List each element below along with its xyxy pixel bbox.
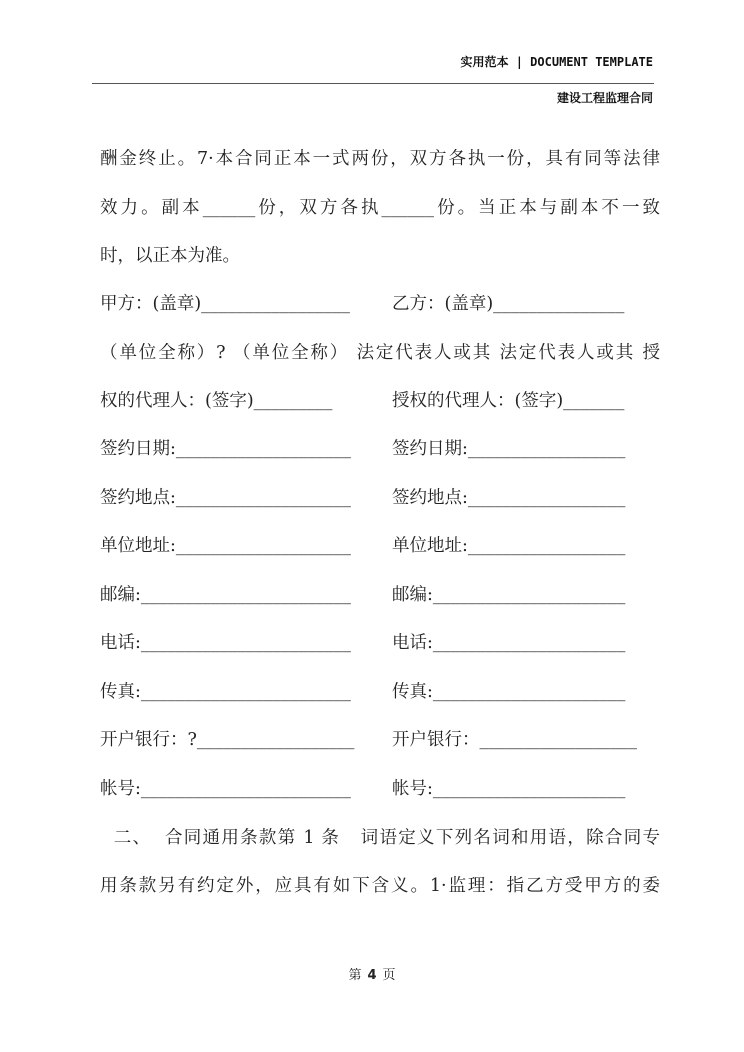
party-b-postcode-field: 邮编:______________________ (392, 585, 626, 605)
paragraph-line: 酬金终止。7·本合同正本一式两份，双方各执一份，具有同等法律 (100, 149, 660, 169)
party-a-address-field: 单位地址:____________________ (100, 536, 351, 556)
party-a-phone-field: 电话:________________________ (100, 633, 351, 653)
page-number: 4 (367, 968, 377, 983)
signature-row-place (100, 486, 660, 510)
party-a-fax-field: 传真:________________________ (100, 682, 351, 702)
party-a-representative-field: 权的代理人：(签字)_________ (100, 391, 333, 411)
section-heading-line: 二、 合同通用条款第 1 条 词语定义下列名词和用语，除合同专 (100, 828, 660, 848)
party-b-place-field: 签约地点:__________________ (392, 488, 626, 508)
party-b-phone-field: 电话:______________________ (392, 633, 626, 653)
header-title: 实用范本 | DOCUMENT TEMPLATE (460, 55, 653, 69)
party-b-seal-field: 乙方：(盖章)_______________ (392, 294, 625, 314)
party-b-fax-field: 传真:______________________ (392, 682, 626, 702)
signature-row-account (100, 777, 660, 801)
signature-row-date (100, 437, 660, 461)
party-a-place-field: 签约地点:____________________ (100, 488, 351, 508)
signature-row-postcode (100, 583, 660, 607)
page-prefix: 第 (348, 968, 362, 983)
party-a-date-field: 签约日期:____________________ (100, 439, 351, 459)
signature-row-bank (100, 728, 660, 752)
signature-row-representative (100, 389, 660, 413)
page-suffix: 页 (382, 968, 396, 983)
document-subtitle: 建设工程监理合同 (556, 91, 653, 105)
party-a-account-field: 帐号:________________________ (100, 779, 351, 799)
party-b-address-field: 单位地址:__________________ (392, 536, 626, 556)
party-b-representative-field: 授权的代理人：(签字)_______ (392, 391, 625, 411)
party-b-account-field: 帐号:______________________ (392, 779, 626, 799)
page-footer (0, 964, 744, 983)
signature-row-phone (100, 631, 660, 655)
paragraph-line: 效力。副本______份，双方各执______份。当正本与副本不一致 (100, 198, 660, 218)
paragraph-line: 时，以正本为准。 (100, 246, 240, 266)
signature-row-address (100, 534, 660, 558)
header-divider (92, 83, 654, 84)
party-a-seal-field: 甲方：(盖章)_________________ (100, 294, 350, 314)
party-b-date-field: 签约日期:__________________ (392, 439, 626, 459)
signature-row-fax (100, 680, 660, 704)
signature-row-party (100, 292, 660, 316)
signature-row-unit-name: （单位全称）? （单位全称） 法定代表人或其 法定代表人或其 授 (100, 343, 660, 363)
party-a-bank-field: 开户银行：?__________________ (100, 730, 355, 750)
party-b-bank-field: 开户银行：__________________ (392, 730, 637, 750)
paragraph-line: 用条款另有约定外，应具有如下含义。1·监理：指乙方受甲方的委 (100, 876, 660, 896)
party-a-postcode-field: 邮编:________________________ (100, 585, 351, 605)
